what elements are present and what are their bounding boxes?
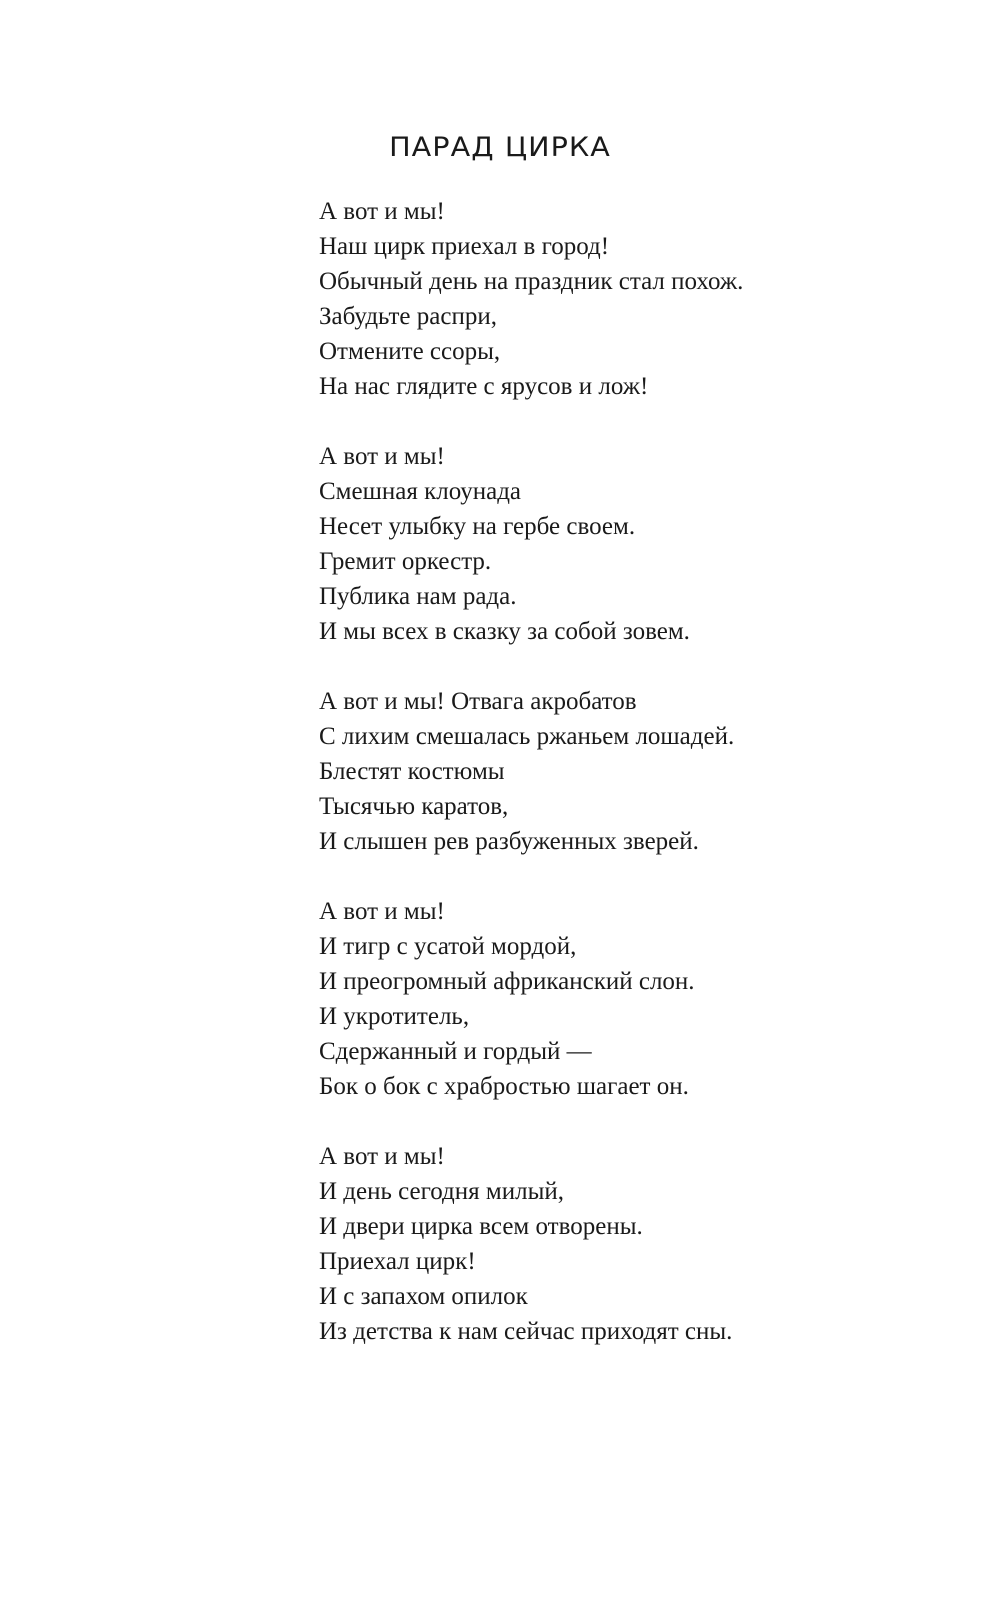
poem-line: А вот и мы!	[319, 898, 445, 925]
stanza-5	[319, 1139, 979, 1349]
poem-line: Обычный день на праздник стал похож.	[319, 268, 744, 295]
poem-line: А вот и мы!	[319, 1143, 445, 1170]
poem-line: И слышен рев разбуженных зверей.	[319, 828, 699, 855]
poem-line: Из детства к нам сейчас приходят сны.	[319, 1318, 733, 1345]
poem-line: И мы всех в сказку за собой зовем.	[319, 618, 690, 645]
poem-line: На нас глядите с ярусов и лож!	[319, 373, 649, 400]
stanza-1	[319, 194, 979, 404]
poem-line: Забудьте распри,	[319, 303, 497, 330]
poem-line: И тигр с усатой мордой,	[319, 933, 577, 960]
poem-line: А вот и мы!	[319, 198, 445, 225]
poem-line: Тысячью каратов,	[319, 793, 509, 820]
poem-line: Приехал цирк!	[319, 1248, 476, 1275]
poem-line: И день сегодня милый,	[319, 1178, 565, 1205]
poem-line: Гремит оркестр.	[319, 548, 492, 575]
poem-line: И преогромный африканский слон.	[319, 968, 695, 995]
poem-line: Несет улыбку на гербе своем.	[319, 513, 636, 540]
poem-line: И двери цирка всем отворены.	[319, 1213, 643, 1240]
poem-line: И укротитель,	[319, 1003, 470, 1030]
poem-line: Отмените ссоры,	[319, 338, 501, 365]
poem-line: Публика нам рада.	[319, 583, 517, 610]
poem-line: Блестят костюмы	[319, 758, 505, 785]
stanza-2	[319, 439, 979, 649]
stanza-3	[319, 684, 979, 859]
poem-line: Бок о бок с храбростью шагает он.	[319, 1073, 689, 1100]
poem-line: И с запахом опилок	[319, 1283, 528, 1310]
poem-line: А вот и мы!	[319, 443, 445, 470]
poem-body	[319, 194, 979, 1384]
poem-line: А вот и мы! Отвага акробатов	[319, 688, 637, 715]
stanza-4	[319, 894, 979, 1104]
poem-line: Сдержанный и гордый —	[319, 1038, 592, 1065]
poem-line: Смешная клоунада	[319, 478, 522, 505]
poem-line: Наш цирк приехал в город!	[319, 233, 610, 260]
poem-line: С лихим смешалась ржаньем лошадей.	[319, 723, 735, 750]
poem-title: ПАРАД ЦИРКА	[389, 132, 611, 163]
